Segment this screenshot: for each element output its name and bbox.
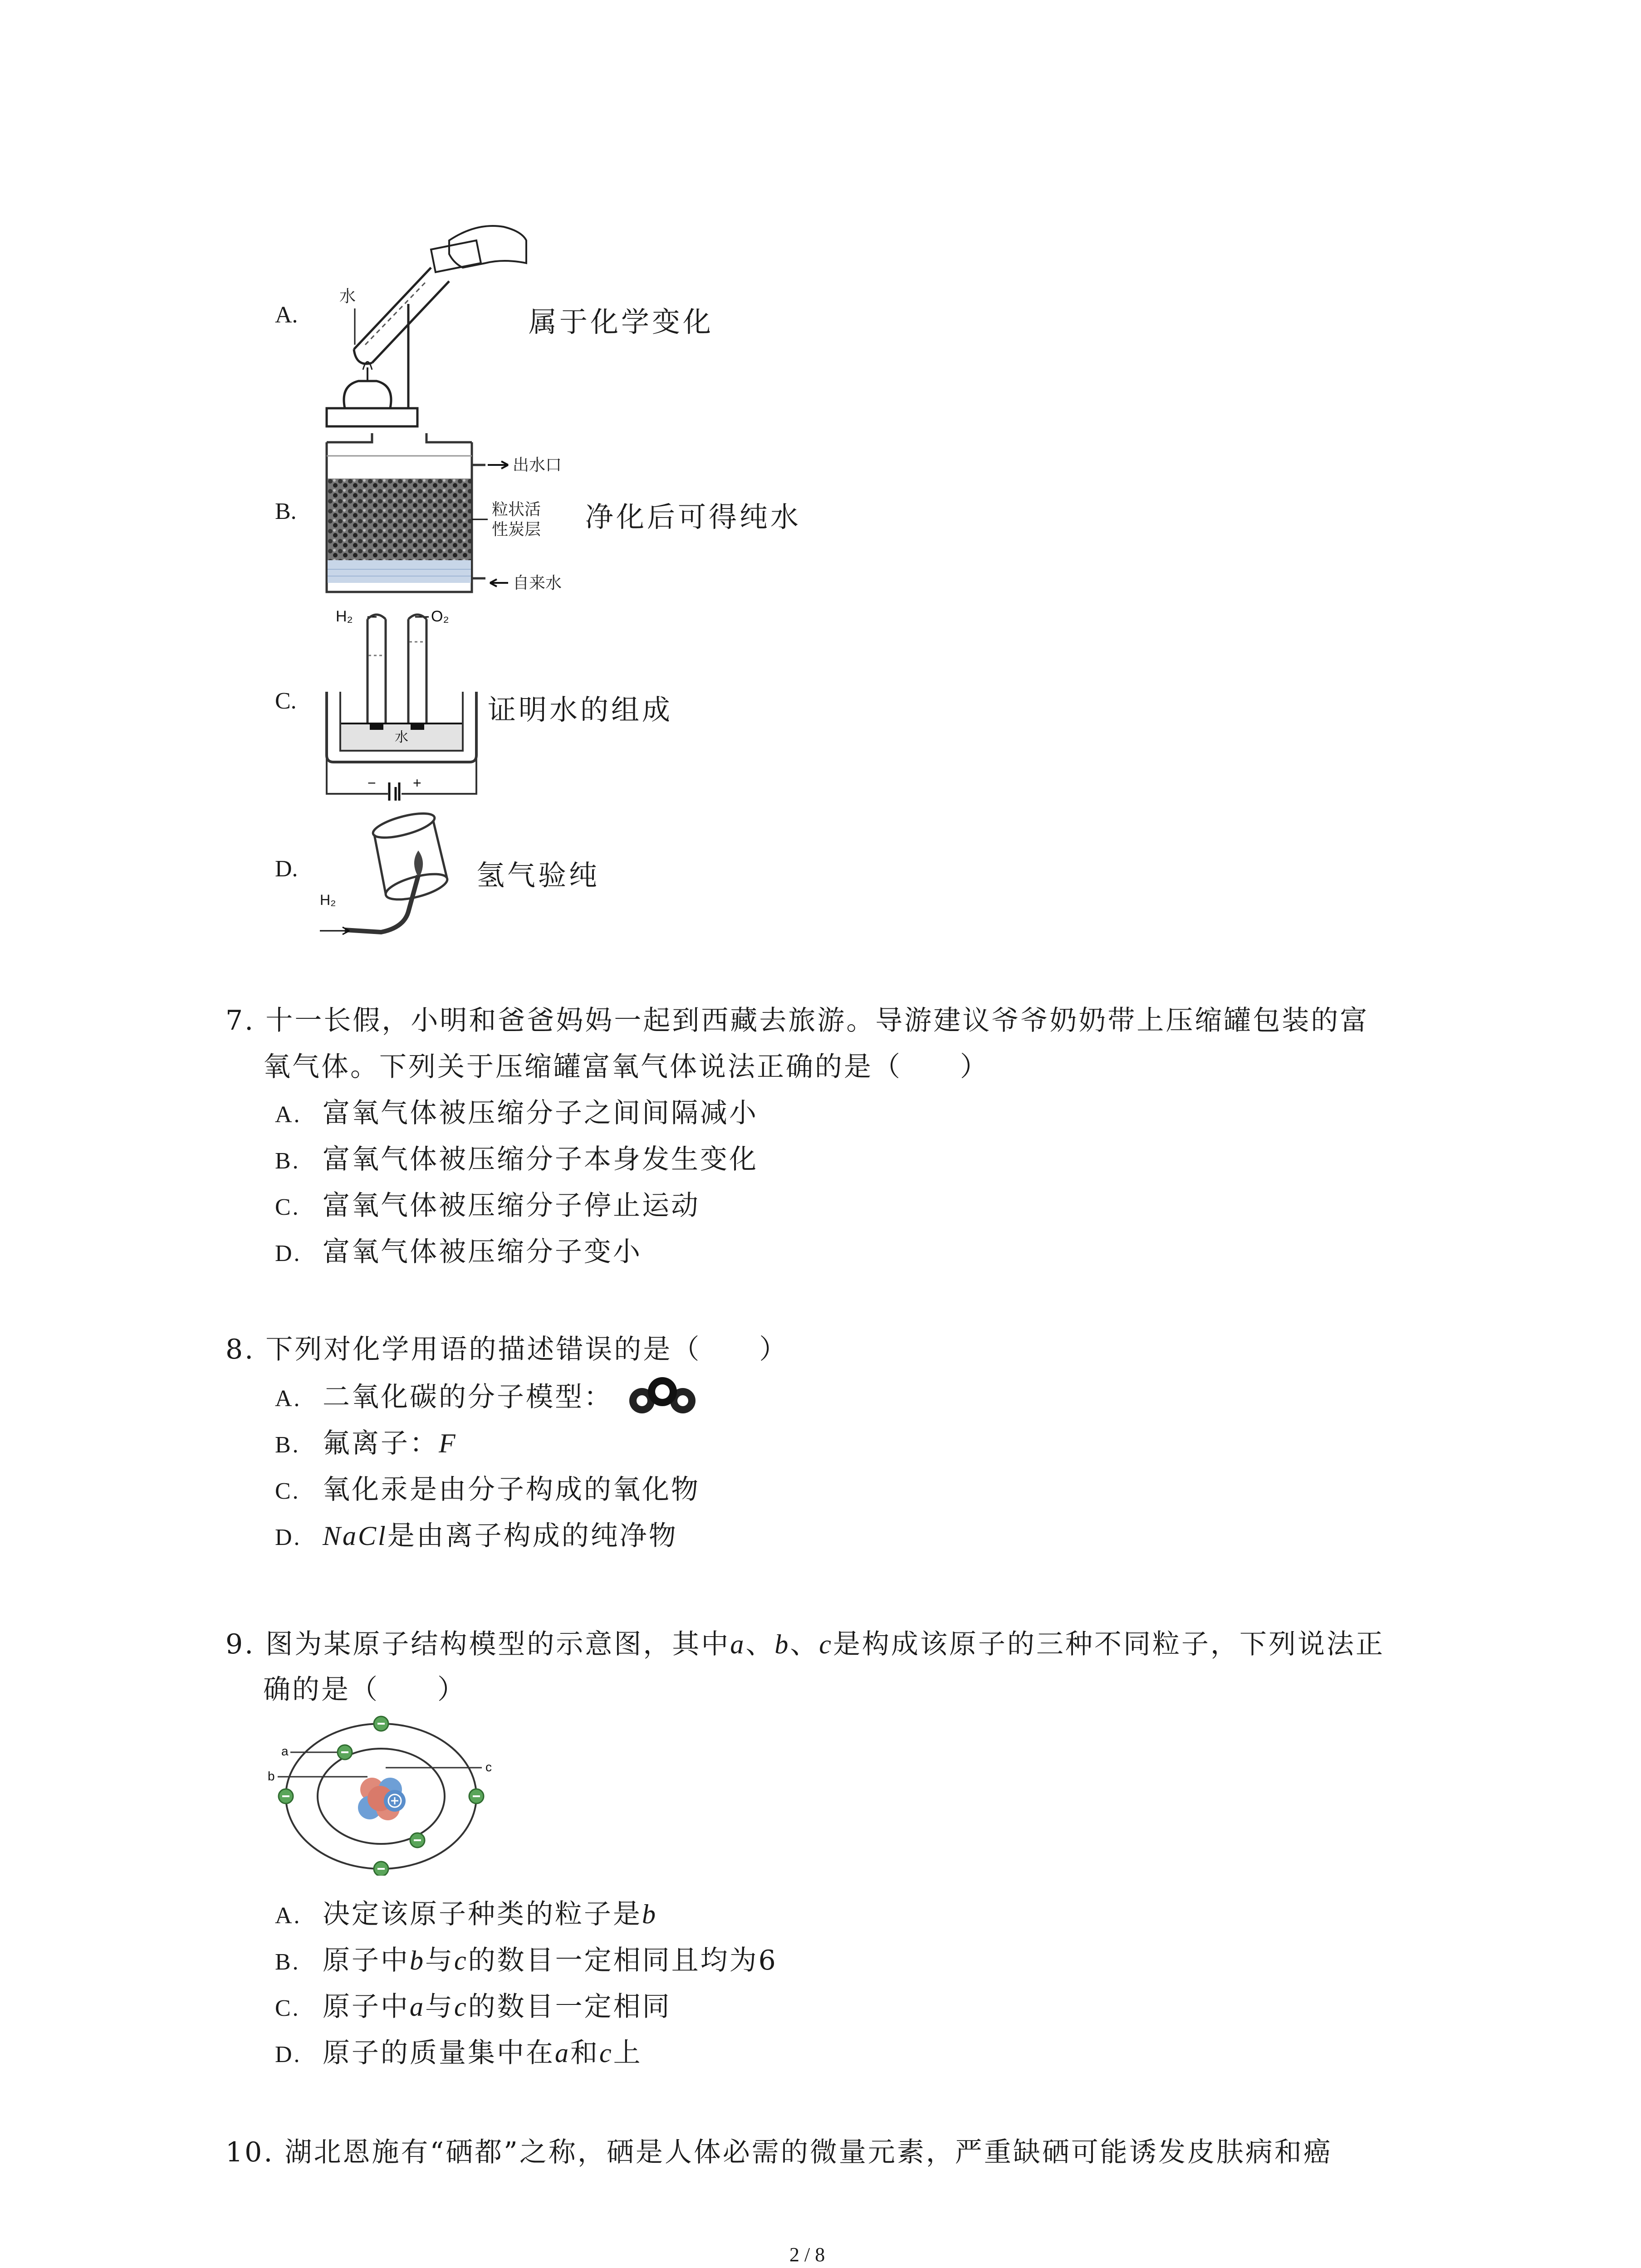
text: 与 bbox=[425, 1945, 454, 1976]
text: 上 bbox=[613, 2037, 642, 2069]
option-a-label: 属于化学变化 bbox=[529, 305, 714, 338]
math: c bbox=[599, 2038, 613, 2068]
math-f: F bbox=[439, 1428, 457, 1458]
carbon-label-2: 性炭层 bbox=[492, 520, 541, 538]
page-number: 2 / 8 bbox=[789, 2244, 825, 2266]
question-8-option-c bbox=[275, 1476, 700, 1503]
question-9-option-a bbox=[275, 1898, 657, 1930]
label-a: a bbox=[281, 1744, 289, 1758]
math: c bbox=[454, 1992, 468, 2022]
option-letter-d: D. bbox=[275, 856, 298, 882]
option-d-label: 氢气验纯 bbox=[476, 859, 600, 892]
math: a bbox=[555, 2038, 570, 2068]
question-8-option-d bbox=[275, 1520, 678, 1552]
option-text: 氟离子： bbox=[323, 1427, 439, 1459]
text: 和 bbox=[570, 2037, 599, 2069]
option-letter: D. bbox=[275, 1525, 302, 1550]
option-text: 富氧气体被压缩分子本身发生变化 bbox=[323, 1144, 758, 1175]
question-9-line-1 bbox=[225, 1628, 1385, 1660]
h2-label: H₂ bbox=[336, 608, 353, 625]
co2-molecule-model-icon bbox=[626, 1374, 699, 1418]
option-letter-c: C. bbox=[275, 688, 297, 714]
question-7-option-a bbox=[275, 1097, 758, 1129]
question-8-option-a bbox=[275, 1383, 613, 1411]
text: 是构成该原子的三种不同粒子，下列说法正 bbox=[833, 1628, 1385, 1660]
math: b bbox=[642, 1899, 657, 1929]
question-7-line-2: 氧气体。下列关于压缩罐富氧气体说法正确的是（ ） bbox=[263, 1051, 989, 1083]
text: 原子的质量集中在 bbox=[323, 2037, 555, 2069]
question-10-line-1: 10. 湖北恩施有“硒都”之称，硒是人体必需的微量元素，严重缺硒可能诱发皮肤病和癌 bbox=[225, 2136, 1332, 2168]
text: 9. 图为某原子结构模型的示意图，其中 bbox=[225, 1628, 730, 1660]
option-letter: D. bbox=[275, 1241, 302, 1266]
question-8-option-b bbox=[275, 1427, 457, 1459]
option-letter: C. bbox=[275, 1478, 300, 1504]
inlet-label: 自来水 bbox=[513, 573, 562, 592]
option-letter: A. bbox=[275, 1386, 302, 1412]
question-7-option-c bbox=[275, 1190, 700, 1222]
text: 、 bbox=[745, 1628, 775, 1660]
question-7-option-d bbox=[275, 1238, 642, 1266]
option-text: 氧化汞是由分子构成的氧化物 bbox=[323, 1474, 700, 1505]
option-text: 富氧气体被压缩分子之间间隔减小 bbox=[323, 1097, 758, 1129]
question-9-option-d bbox=[275, 2039, 642, 2067]
option-b-label: 净化后可得纯水 bbox=[585, 500, 802, 533]
water-label-c: 水 bbox=[395, 730, 408, 745]
minus-label: − bbox=[367, 775, 376, 791]
option-letter: C. bbox=[275, 1995, 300, 2021]
option-letter-a: A. bbox=[275, 302, 298, 328]
text: 原子中 bbox=[323, 1991, 410, 2023]
math: b bbox=[410, 1945, 425, 1975]
question-9-option-b bbox=[275, 1947, 778, 1974]
math-nacl: NaCl bbox=[323, 1521, 387, 1551]
h2-label-d: H₂ bbox=[320, 892, 336, 908]
question-8-line-1: 8. 下列对化学用语的描述错误的是（ ） bbox=[225, 1334, 789, 1365]
option-text: 富氧气体被压缩分子变小 bbox=[323, 1236, 642, 1268]
text: 的数目一定相同 bbox=[468, 1991, 671, 2023]
option-letter: B. bbox=[275, 1949, 300, 1975]
math: a bbox=[410, 1992, 425, 2022]
o2-label: O₂ bbox=[431, 608, 449, 625]
plus-label: + bbox=[413, 775, 421, 791]
question-9-option-c bbox=[275, 1991, 671, 2023]
carbon-label-1: 粒状活 bbox=[492, 500, 541, 518]
text: 原子中 bbox=[323, 1945, 410, 1976]
option-text: 二氧化碳的分子模型： bbox=[323, 1381, 613, 1413]
option-letter: B. bbox=[275, 1148, 300, 1174]
label-c: c bbox=[485, 1760, 492, 1774]
text: 、 bbox=[790, 1628, 819, 1660]
math-c: c bbox=[819, 1629, 833, 1659]
heating-apparatus-figure bbox=[313, 213, 531, 431]
option-letter-b: B. bbox=[275, 499, 297, 524]
math-a: a bbox=[730, 1629, 746, 1659]
option-text: 是由离子构成的纯净物 bbox=[387, 1520, 678, 1552]
math-b: b bbox=[774, 1629, 790, 1659]
outlet-label: 出水口 bbox=[513, 455, 562, 474]
math: c bbox=[454, 1945, 468, 1975]
label-b: b bbox=[268, 1769, 275, 1783]
water-label: 水 bbox=[339, 287, 356, 305]
option-letter: A. bbox=[275, 1102, 302, 1128]
option-text: 富氧气体被压缩分子停止运动 bbox=[323, 1190, 700, 1222]
option-letter: A. bbox=[275, 1903, 302, 1929]
question-7-line-1: 7. 十一长假，小明和爸爸妈妈一起到西藏去旅游。导游建议爷爷奶奶带上压缩罐包装的富 bbox=[225, 1005, 1369, 1036]
option-c-label: 证明水的组成 bbox=[488, 693, 673, 726]
option-letter: B. bbox=[275, 1432, 300, 1458]
atom-model-figure bbox=[259, 1712, 504, 1876]
text: 与 bbox=[425, 1991, 454, 2023]
text: 决定该原子种类的粒子是 bbox=[323, 1898, 642, 1930]
option-letter: C. bbox=[275, 1194, 300, 1220]
option-letter: D. bbox=[275, 2042, 302, 2068]
text: 的数目一定相同且均为6 bbox=[468, 1945, 778, 1976]
question-9-line-2: 确的是（ ） bbox=[263, 1674, 466, 1706]
electrolysis-figure bbox=[318, 601, 499, 801]
question-7-option-b bbox=[275, 1146, 758, 1173]
hydrogen-purity-test-figure bbox=[318, 807, 467, 943]
